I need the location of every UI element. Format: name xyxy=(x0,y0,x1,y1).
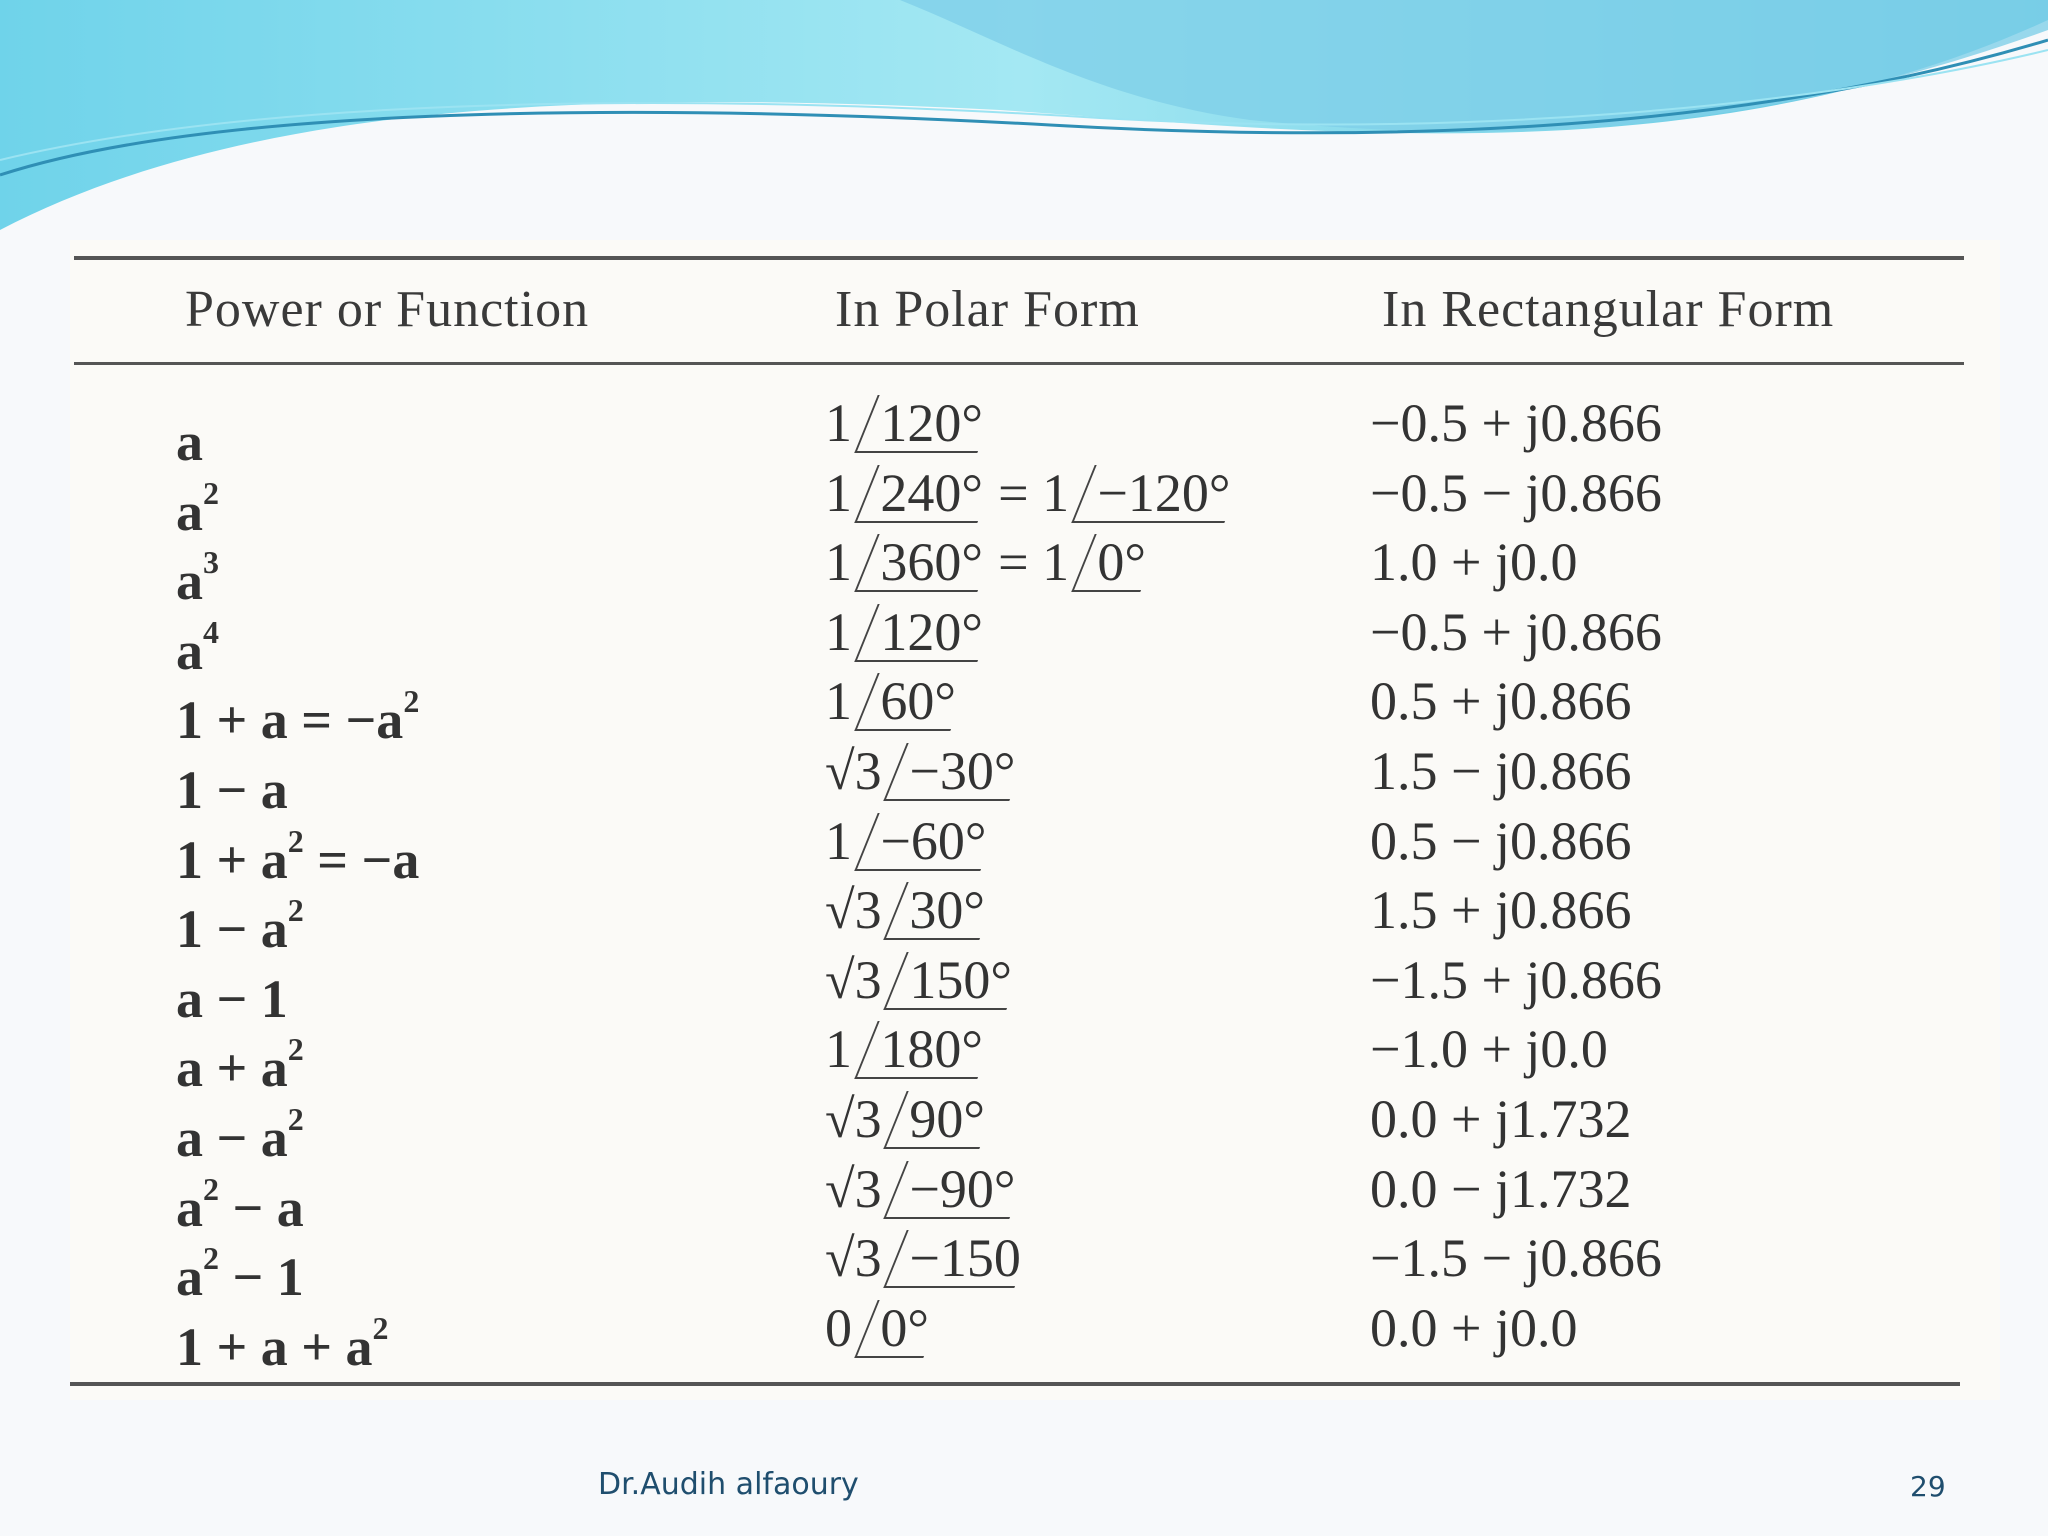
rectangular-cell: −0.5 + j0.866 xyxy=(1370,393,1662,453)
function-cell: $1 - a^2$ xyxy=(176,892,304,960)
header-power-or-function: Power or Function xyxy=(185,281,590,338)
function-cell: $a^3$ xyxy=(176,544,219,612)
table-row xyxy=(70,458,2000,542)
rectangular-cell: −1.0 + j0.0 xyxy=(1370,1019,1608,1080)
function-cell: $a - a^2$ xyxy=(176,1101,304,1168)
function-cell: $a + a^2$ xyxy=(176,1031,304,1099)
function-cell: a − 1 xyxy=(176,968,288,1029)
angle-symbol: 120° xyxy=(854,395,1000,453)
table-row xyxy=(70,597,2000,681)
table-top-rule xyxy=(74,256,1964,260)
rectangular-cell: −1.5 + j0.866 xyxy=(1370,949,1662,1010)
table-row xyxy=(70,875,2000,960)
polar-cell: √3 −30° xyxy=(825,736,1021,806)
rectangular-cell: 0.0 + j1.732 xyxy=(1370,1089,1632,1149)
angle-symbol: 240° xyxy=(854,465,1000,523)
table-row xyxy=(70,666,2000,751)
polar-cell: 1 180° xyxy=(825,1014,988,1084)
function-cell: $a^4$ xyxy=(176,613,219,681)
polar-cell: 1 −60° xyxy=(825,806,992,876)
angle-symbol: −150 xyxy=(883,1230,1038,1288)
function-cell: a xyxy=(176,412,203,472)
table-row xyxy=(70,1084,2000,1168)
angle-symbol: 150° xyxy=(883,952,1029,1010)
rectangular-cell: −1.5 − j0.866 xyxy=(1370,1228,1662,1289)
complex-operator-table xyxy=(70,240,2000,1400)
rectangular-cell: 1.5 + j0.866 xyxy=(1370,880,1632,941)
table-row xyxy=(70,388,2000,472)
table-row xyxy=(70,736,2000,820)
angle-symbol: 30° xyxy=(883,882,1002,940)
rectangular-cell: 0.5 − j0.866 xyxy=(1370,810,1632,871)
rectangular-cell: 0.5 + j0.866 xyxy=(1370,671,1632,732)
function-cell: 1 − a xyxy=(176,760,288,820)
angle-symbol: −120° xyxy=(1071,465,1247,523)
function-cell: $a^2 - 1$ xyxy=(176,1240,304,1308)
rectangular-cell: −0.5 − j0.866 xyxy=(1370,462,1662,523)
table-bottom-rule xyxy=(70,1382,1960,1386)
rectangular-cell: 1.5 − j0.866 xyxy=(1370,741,1632,801)
rectangular-cell: 0.0 − j1.732 xyxy=(1370,1158,1632,1219)
function-cell: $1 + a = -a^2$ xyxy=(176,683,420,751)
polar-cell: 0 0° xyxy=(825,1293,934,1363)
angle-symbol: −30° xyxy=(883,743,1032,801)
polar-cell: √3 30° xyxy=(825,875,991,945)
table-row xyxy=(70,1154,2000,1238)
function-cell: $a^2 - a$ xyxy=(176,1170,304,1238)
angle-symbol: 60° xyxy=(854,673,973,731)
footer-author: Dr.Audih alfaoury xyxy=(598,1467,859,1502)
angle-symbol: 360° xyxy=(854,534,1000,592)
angle-symbol: 0° xyxy=(854,1300,946,1358)
rectangular-cell: 1.0 + j0.0 xyxy=(1370,532,1578,593)
angle-symbol: 0° xyxy=(1071,534,1163,592)
angle-symbol: 120° xyxy=(854,604,1000,662)
table-row xyxy=(70,1014,2000,1099)
function-cell: $1 + a^2 = -a$ xyxy=(176,822,420,890)
polar-cell: 1 240° = 1 −120° xyxy=(825,458,1236,528)
angle-symbol: 180° xyxy=(854,1021,1000,1079)
table-row xyxy=(70,945,2000,1029)
polar-cell: 1 120° xyxy=(825,597,988,667)
polar-cell: √3 90° xyxy=(825,1084,991,1154)
rectangular-cell: 0.0 + j0.0 xyxy=(1370,1297,1578,1358)
polar-cell: 1 360° = 1 0° xyxy=(825,527,1151,597)
angle-symbol: −60° xyxy=(854,813,1003,871)
decorative-wave-banner xyxy=(0,0,2048,240)
polar-cell: 1 120° xyxy=(825,388,988,458)
table-header-rule xyxy=(74,362,1964,365)
angle-symbol: −90° xyxy=(883,1161,1032,1219)
header-rectangular-form: In Rectangular Form xyxy=(1382,281,1835,338)
page-number: 29 xyxy=(1910,1470,1946,1503)
polar-cell: √3 −150 xyxy=(825,1223,1027,1293)
function-cell: $a^2$ xyxy=(176,474,219,542)
table-row xyxy=(70,1223,2000,1308)
function-cell: $1 + a + a^2$ xyxy=(176,1309,389,1377)
angle-symbol: 90° xyxy=(883,1091,1002,1149)
polar-cell: 1 60° xyxy=(825,666,961,736)
table-row xyxy=(70,806,2000,890)
table-row xyxy=(70,1293,2000,1377)
polar-cell: √3 150° xyxy=(825,945,1018,1015)
rectangular-cell: −0.5 + j0.866 xyxy=(1370,601,1662,662)
polar-cell: √3 −90° xyxy=(825,1154,1021,1224)
header-polar-form: In Polar Form xyxy=(835,281,1140,338)
table-row xyxy=(70,527,2000,612)
